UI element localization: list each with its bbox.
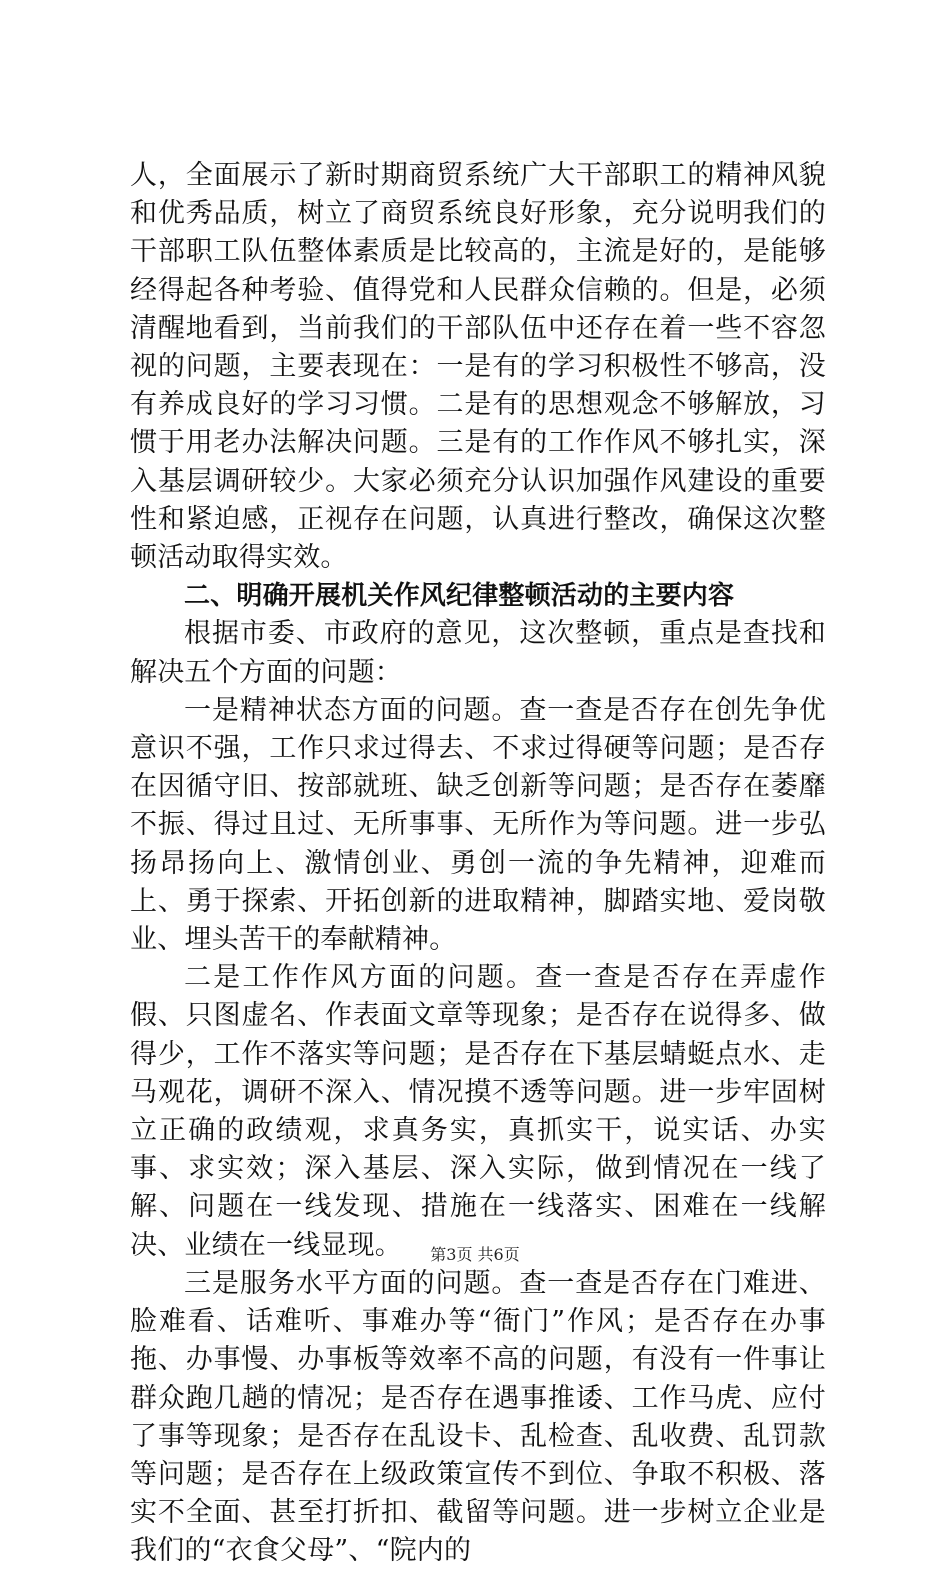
document-body (130, 157, 826, 1571)
paragraph-continued: 人，全面展示了新时期商贸系统广大干部职工的精神风貌和优秀品质，树立了商贸系统良好形象，充分说明我们的干部职工队伍整体素质是比较高的，主流是好的，是能够经得起各种考验、值得党和人民群众信赖的。但是，必须清醒地看到，当前我们的干部队伍中还存在着一些不容忽视的问题，主要表现在：一是有的学习积极性不够高，没有养成良好的学习习惯。二是有的思想观念不够解放，习惯于用老办法解决问题。三是有的工作作风不够扎实，深入基层调研较少。大家必须充分认识加强作风建设的重要性和紧迫感，正视存在问题，认真进行整改，确保这次整顿活动取得实效。 (130, 160, 826, 574)
page-number-footer: 第3页 共6页 (430, 1245, 520, 1264)
paragraph-intro: 根据市委、市政府的意见，这次整顿，重点是查找和解决五个方面的问题： (130, 618, 826, 688)
paragraph-point-1: 一是精神状态方面的问题。查一查是否存在创先争优意识不强，工作只求过得去、不求过得硬等问题；是否存在因循守旧、按部就班、缺乏创新等问题；是否存在萎靡不振、得过且过、无所事事、无所作为等问题。进一步弘扬昂扬向上、激情创业、勇创一流的争先精神，迎难而上、勇于探索、开拓创新的进取精神，脚踏实地、爱岗敬业、埋头苦干的奉献精神。 (130, 694, 826, 956)
section-heading: 二、明确开展机关作风纪律整顿活动的主要内容 (184, 581, 735, 612)
paragraph-point-3: 三是服务水平方面的问题。查一查是否存在门难进、脸难看、话难听、事难办等“衙门”作风；是否存在办事拖、办事慢、办事板等效率不高的问题，有没有一件事让群众跑几趟的情况；是否存在遇事推诿、工作马虎、应付了事等现象；是否存在乱设卡、乱检查、乱收费、乱罚款等问题；是否存在上级政策宣传不到位、争取不积极、落实不全面、甚至打折扣、截留等问题。进一步树立企业是我们的“衣食父母”、“院内的 (130, 1267, 826, 1567)
paragraph-point-2: 二是工作作风方面的问题。查一查是否存在弄虚作假、只图虚名、作表面文章等现象；是否存在说得多、做得少，工作不落实等问题；是否存在下基层蜻蜓点水、走马观花，调研不深入、情况摸不透等问题。进一步牢固树立正确的政绩观，求真务实，真抓实干，说实话、办实事、求实效；深入基层、深入实际，做到情况在一线了解、问题在一线发现、措施在一线落实、困难在一线解决、业绩在一线显现。 (130, 962, 826, 1261)
